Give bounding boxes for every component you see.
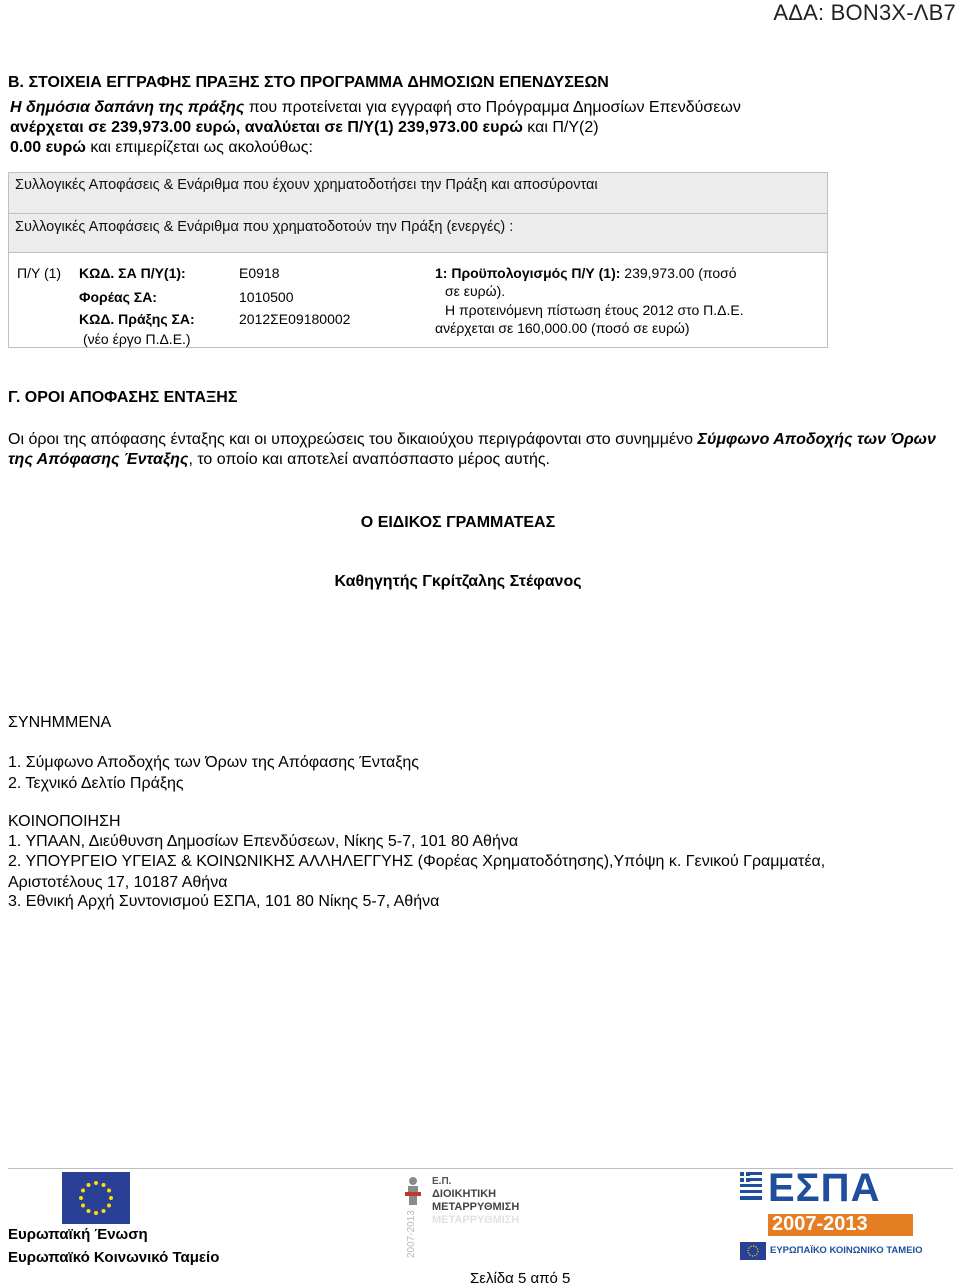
terms-paragraph <box>8 430 953 470</box>
new-project-note: (νέο έργο Π.Δ.Ε.) <box>83 331 191 347</box>
eu-star <box>94 1181 98 1185</box>
person-figure-icon <box>402 1176 424 1206</box>
signatory-name: Καθηγητής Γκρίτζαλης Στέφανος <box>334 573 582 590</box>
kod-praxis-label: ΚΩΔ. Πράξης ΣΑ: <box>79 311 195 327</box>
py-label: Π/Υ (1) <box>17 265 62 281</box>
eu-flag-icon <box>62 1172 130 1224</box>
eu-label: Ευρωπαϊκή Ένωση <box>8 1226 148 1243</box>
attachment-item-2: 2. Τεχνικό Δελτίο Πράξης <box>8 775 184 792</box>
page-number: Σελίδα 5 από 5 <box>470 1270 571 1287</box>
intro-paragraph <box>10 98 810 158</box>
credit-line-2: ανέρχεται σε 160,000.00 (ποσό σε ευρώ) <box>435 320 690 336</box>
budget-value: 239,973.00 (ποσό <box>624 265 737 281</box>
terms-text-2: , το οποίο και αποτελεί αναπόσπαστο μέρος αυτής. <box>188 451 550 468</box>
active-decisions-label: Συλλογικές Αποφάσεις & Ενάριθμα που χρηματοδοτούν την Πράξη (ενεργές) : <box>15 219 514 235</box>
esf-label: Ευρωπαϊκό Κοινωνικό Ταμείο <box>8 1249 220 1266</box>
eu-star <box>79 1196 83 1200</box>
withdrawn-decisions-label: Συλλογικές Αποφάσεις & Ενάριθμα που έχουν χρηματοδοτήσει την Πράξη και αποσύρονται <box>15 177 598 193</box>
espa-logo <box>740 1166 923 1262</box>
attachments-heading: ΣΥΝΗΜΜΕΝΑ <box>8 714 112 731</box>
intro-bold-italic: Η δημόσια δαπάνη της πράξης <box>10 99 245 116</box>
notification-item-2: 2. ΥΠΟΥΡΓΕΙΟ ΥΓΕΙΑΣ & ΚΟΙΝΩΝΙΚΗΣ ΑΛΛΗΛΕΓΓΥΗΣ (Φορέας Χρηματοδότησης),Υπόψη κ. Γενικού Γραμματέα, <box>8 853 826 870</box>
budget-label: 1: Προϋπολογισμός Π/Υ (1): <box>435 265 621 281</box>
intro-text-1: που προτείνεται για εγγραφή στο Πρόγραμμα Δημοσίων Επενδύσεων <box>244 99 741 116</box>
espa-word: ΕΣΠΑ <box>768 1166 881 1210</box>
eu-star <box>109 1196 113 1200</box>
kod-sa-label: ΚΩΔ. ΣΑ Π/Υ(1): <box>79 265 186 281</box>
greek-flag-icon <box>740 1172 762 1200</box>
budget-details-box <box>8 252 828 348</box>
foreas-label: Φορέας ΣΑ: <box>79 289 157 305</box>
espa-years: 2007-2013 <box>772 1213 868 1235</box>
mid-logo-years: 2007-2013 <box>406 1210 417 1258</box>
intro-text-3: και επιμερίζεται ως ακολούθως: <box>85 139 313 156</box>
notification-item-1: 1. ΥΠΑΑΝ, Διεύθυνση Δημοσίων Επενδύσεων, Νίκης 5-7, 101 80 Αθήνα <box>8 833 519 850</box>
intro-amount: ανέρχεται σε 239,973.00 ευρώ, αναλύεται σε Π/Υ(1) 239,973.00 ευρώ <box>10 119 523 136</box>
eu-star <box>81 1204 85 1208</box>
eu-star <box>102 1209 106 1213</box>
budget-line <box>435 265 737 281</box>
ada-code: ΑΔΑ: ΒΟΝ3Χ-ΛΒ7 <box>773 0 956 25</box>
intro-text-2: και Π/Υ(2) <box>522 119 599 136</box>
notification-item-2-cont: Αριστοτέλους 17, 10187 Αθήνα <box>8 874 228 891</box>
espa-fund: ΕΥΡΩΠΑΪΚΟ ΚΟΙΝΩΝΙΚΟ ΤΑΜΕΙΟ <box>770 1245 923 1256</box>
terms-text-1: Οι όροι της απόφασης ένταξης και οι υποχρεώσεις του δικαιούχου περιγράφονται στο συνημμένο <box>8 431 698 448</box>
terms-agreement: Σύμφωνο Αποδοχής των Όρων της Απόφασης Ένταξης <box>8 431 936 468</box>
withdrawn-decisions-row <box>8 172 828 214</box>
active-decisions-row <box>8 213 828 253</box>
kod-praxis-value: 2012ΣΕ09180002 <box>239 311 351 327</box>
mid-logo-ep: Ε.Π. <box>432 1176 452 1187</box>
credit-line-1: Η προτεινόμενη πίστωση έτους 2012 στο Π.Δ.Ε. <box>445 302 744 318</box>
intro-amount-2: 0.00 ευρώ <box>10 139 86 156</box>
mid-logo-line1: ΔΙΟΙΚΗΤΙΚΗ <box>432 1188 497 1200</box>
notification-heading: ΚΟΙΝΟΠΟΙΗΣΗ <box>8 813 121 830</box>
eu-star <box>94 1211 98 1215</box>
mid-logo-line2: ΜΕΤΑΡΡΥΘΜΙΣΗ <box>432 1201 520 1213</box>
attachment-item-1: 1. Σύμφωνο Αποδοχής των Όρων της Απόφασης Ένταξης <box>8 754 419 771</box>
administrative-reform-logo <box>400 1174 525 1260</box>
eu-star <box>107 1204 111 1208</box>
eu-star <box>107 1189 111 1193</box>
eu-star <box>81 1189 85 1193</box>
notification-item-3: 3. Εθνική Αρχή Συντονισμού ΕΣΠΑ, 101 80 Νίκης 5-7, Αθήνα <box>8 893 440 910</box>
mid-logo-reflection: ΜΕΤΑΡΡΥΘΜΙΣΗ <box>432 1214 520 1226</box>
eu-star <box>87 1183 91 1187</box>
eu-star <box>102 1183 106 1187</box>
section-b-title: Β. ΣΤΟΙΧΕΙΑ ΕΓΓΡΑΦΗΣ ΠΡΑΞΗΣ ΣΤΟ ΠΡΟΓΡΑΜΜΑ ΔΗΜΟΣΙΩΝ ΕΠΕΝΔΥΣΕΩΝ <box>8 74 609 91</box>
eu-star <box>87 1209 91 1213</box>
budget-cont: σε ευρώ). <box>445 283 506 299</box>
section-g-title: Γ. ΟΡΟΙ ΑΠΟΦΑΣΗΣ ΕΝΤΑΞΗΣ <box>8 389 238 406</box>
eu-small-flag-icon <box>740 1242 766 1260</box>
foreas-value: 1010500 <box>239 289 294 305</box>
signatory-role: Ο ΕΙΔΙΚΟΣ ΓΡΑΜΜΑΤΕΑΣ <box>360 514 556 531</box>
kod-sa-value: Ε0918 <box>239 265 280 281</box>
